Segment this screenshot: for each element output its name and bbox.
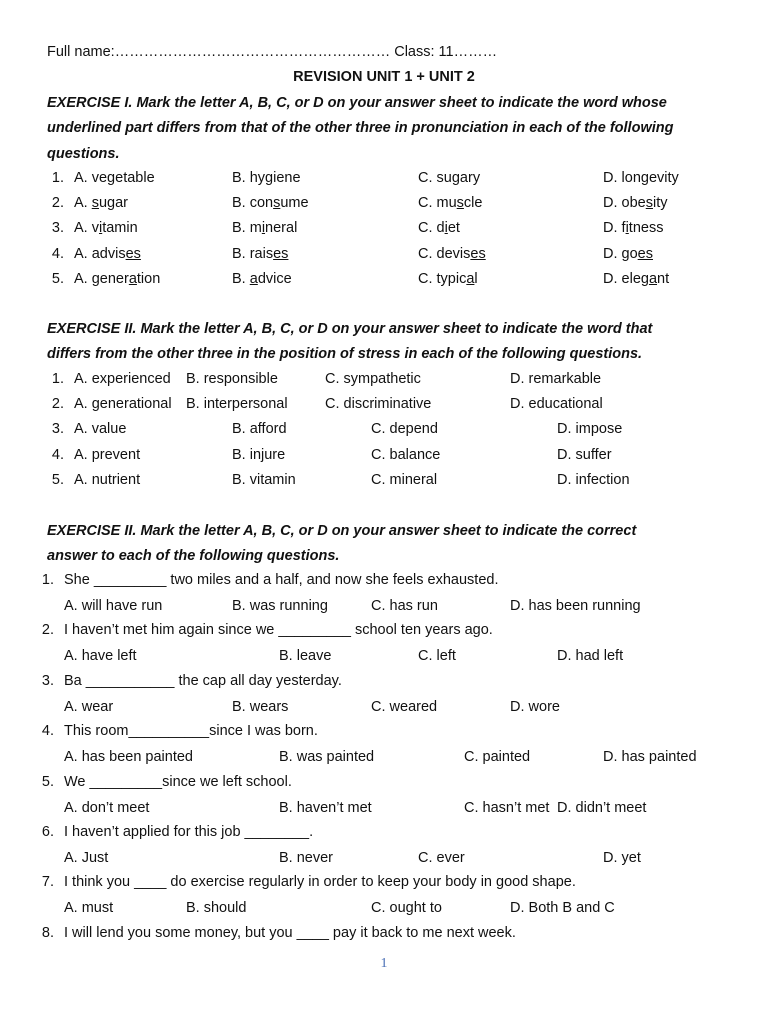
answer-option: A. must [64, 900, 114, 917]
question-number: 5. [51, 471, 64, 488]
answer-option: A. sugar [74, 195, 129, 212]
answer-option: A. generation [74, 270, 161, 287]
answer-option: A. Just [64, 850, 109, 866]
answer-option: D. impose [557, 421, 623, 438]
answer-option: D. goes [603, 245, 653, 262]
answer-option: A. wear [64, 698, 114, 715]
answer-option: D. Both B and C [510, 900, 615, 917]
answer-option: C. painted [464, 749, 531, 766]
answer-option: D. infection [557, 471, 630, 488]
answer-option: A. vitamin [74, 220, 138, 237]
question-number: 5. [51, 270, 64, 287]
question-number: 1. [41, 572, 54, 588]
underlined-part: es [273, 245, 289, 262]
question-number: 2. [51, 195, 64, 212]
underlined-part: a [648, 270, 658, 287]
question-number: 4. [51, 446, 64, 463]
answer-option: B. should [186, 900, 247, 917]
answer-option: B. advice [232, 270, 292, 287]
underlined-part: s [456, 195, 464, 212]
answer-option: C. depend [371, 421, 438, 438]
question-number: 8. [41, 924, 54, 941]
answer-option: B. wears [232, 698, 289, 715]
instruction-line: EXERCISE I. Mark the letter A, B, C, or D on your answer sheet to indicate the word whose [47, 95, 667, 111]
answer-option: B. never [279, 850, 333, 866]
answer-option: D. suffer [557, 446, 612, 463]
question-number: 6. [41, 824, 54, 840]
instruction-line: questions. [47, 145, 120, 162]
instruction-line: EXERCISE II. Mark the letter A, B, C, or D on your answer sheet to indicate the correct [47, 523, 637, 539]
instruction-line: differs from the other three in the position of stress in each of the following questions. [47, 346, 643, 363]
answer-option: D. elegant [603, 270, 670, 287]
answer-option: A. prevent [74, 446, 141, 463]
question-number: 2. [41, 622, 54, 639]
answer-option: B. afford [232, 421, 287, 438]
question-text: I haven’t met him again since we _________ school ten years ago. [64, 622, 493, 639]
answer-option: D. fitness [603, 220, 664, 237]
answer-option: B. mineral [232, 220, 298, 237]
answer-option: C. devises [418, 245, 486, 262]
underlined-part: i [625, 220, 629, 237]
underlined-part: es [637, 245, 653, 262]
question-number: 4. [41, 723, 54, 740]
instruction-line: EXERCISE II. Mark the letter A, B, C, or D on your answer sheet to indicate the word that [47, 321, 653, 337]
answer-option: A. advises [74, 245, 141, 262]
underlined-part: g [451, 170, 460, 186]
answer-option: C. weared [371, 698, 438, 715]
question-text: She _________ two miles and a half, and now she feels exhausted. [64, 572, 499, 588]
answer-option: C. diet [418, 220, 460, 237]
question-number: 5. [41, 773, 54, 790]
underlined-part: es [125, 245, 141, 262]
answer-option: A. have left [64, 648, 137, 665]
answer-option: C. left [418, 648, 456, 665]
answer-option: D. remarkable [510, 371, 602, 387]
underlined-part: es [470, 245, 486, 262]
answer-option: C. ought to [371, 900, 442, 917]
answer-option: B. vitamin [232, 471, 296, 488]
underlined-part: a [128, 270, 137, 287]
answer-option: B. hygiene [232, 170, 301, 186]
answer-option: C. balance [371, 446, 441, 463]
answer-option: A. experienced [74, 371, 171, 387]
underlined-part: s [91, 195, 99, 212]
answer-option: C. ever [418, 850, 465, 866]
answer-option: B. was running [232, 598, 328, 614]
answer-option: B. injure [232, 446, 286, 463]
answer-option: C. discriminative [325, 396, 432, 413]
answer-option: D. had left [557, 648, 624, 665]
fullname-class-line: Full name:………………………………………………… Class: 11……… [47, 44, 498, 60]
answer-option: C. mineral [371, 471, 438, 488]
question-text: I haven’t applied for this job ________. [64, 824, 314, 840]
answer-option: C. muscle [418, 195, 483, 212]
question-number: 3. [51, 220, 64, 237]
answer-option: B. responsible [186, 371, 278, 387]
question-text: We _________since we left school. [64, 773, 292, 790]
instruction-line: underlined part differs from that of the other three in pronunciation in each of the following [47, 120, 674, 137]
answer-option: D. obesity [603, 195, 668, 212]
answer-option: A. generational [74, 396, 172, 413]
question-number: 1. [51, 170, 64, 186]
answer-option: D. longevity [603, 170, 679, 186]
question-text: I will lend you some money, but you ____ pay it back to me next week. [64, 924, 516, 941]
underlined-part: g [640, 170, 649, 186]
answer-option: D. didn’t meet [557, 799, 647, 816]
answer-option: D. yet [603, 850, 641, 866]
answer-option: B. leave [279, 648, 332, 665]
question-number: 7. [41, 874, 54, 891]
question-text: Ba ___________ the cap all day yesterday. [64, 672, 342, 689]
answer-option: A. vegetable [74, 170, 155, 186]
underlined-part: s [273, 195, 281, 212]
underlined-part: g [265, 170, 274, 186]
underlined-part: a [466, 270, 475, 287]
question-number: 2. [51, 396, 64, 413]
answer-option: B. interpersonal [186, 396, 288, 413]
question-number: 3. [51, 421, 64, 438]
answer-option: A. has been painted [64, 749, 193, 766]
underlined-part: i [261, 220, 266, 237]
answer-option: B. haven’t met [279, 799, 372, 816]
instruction-line: answer to each of the following questions. [47, 548, 340, 565]
underlined-part: g [107, 170, 116, 186]
answer-option: D. wore [510, 698, 560, 715]
answer-option: B. was painted [279, 749, 375, 766]
answer-option: C. has run [371, 598, 438, 614]
answer-option: A. don’t meet [64, 799, 150, 816]
answer-option: D. has painted [603, 749, 697, 766]
answer-option: A. will have run [64, 598, 163, 614]
question-text: This room__________since I was born. [64, 723, 318, 740]
answer-option: B. raises [232, 245, 289, 262]
underlined-part: i [444, 220, 448, 237]
answer-option: D. has been running [510, 598, 641, 614]
answer-option: D. educational [510, 396, 603, 413]
underlined-part: a [249, 270, 258, 287]
answer-option: C. sugary [418, 170, 481, 186]
question-number: 1. [51, 371, 64, 387]
answer-option: C. hasn’t met [464, 799, 550, 816]
answer-option: C. sympathetic [325, 371, 421, 387]
answer-option: A. value [74, 421, 127, 438]
question-number: 3. [41, 672, 54, 689]
worksheet-title: REVISION UNIT 1 + UNIT 2 [293, 69, 475, 85]
answer-option: C. typical [418, 270, 478, 287]
answer-option: B. consume [232, 195, 309, 212]
answer-option: A. nutrient [74, 471, 141, 488]
question-number: 4. [51, 245, 64, 262]
underlined-part: s [645, 195, 653, 212]
question-text: I think you ____ do exercise regularly in order to keep your body in good shape. [64, 874, 576, 891]
page-number: 1 [380, 956, 388, 971]
underlined-part: i [98, 220, 103, 237]
